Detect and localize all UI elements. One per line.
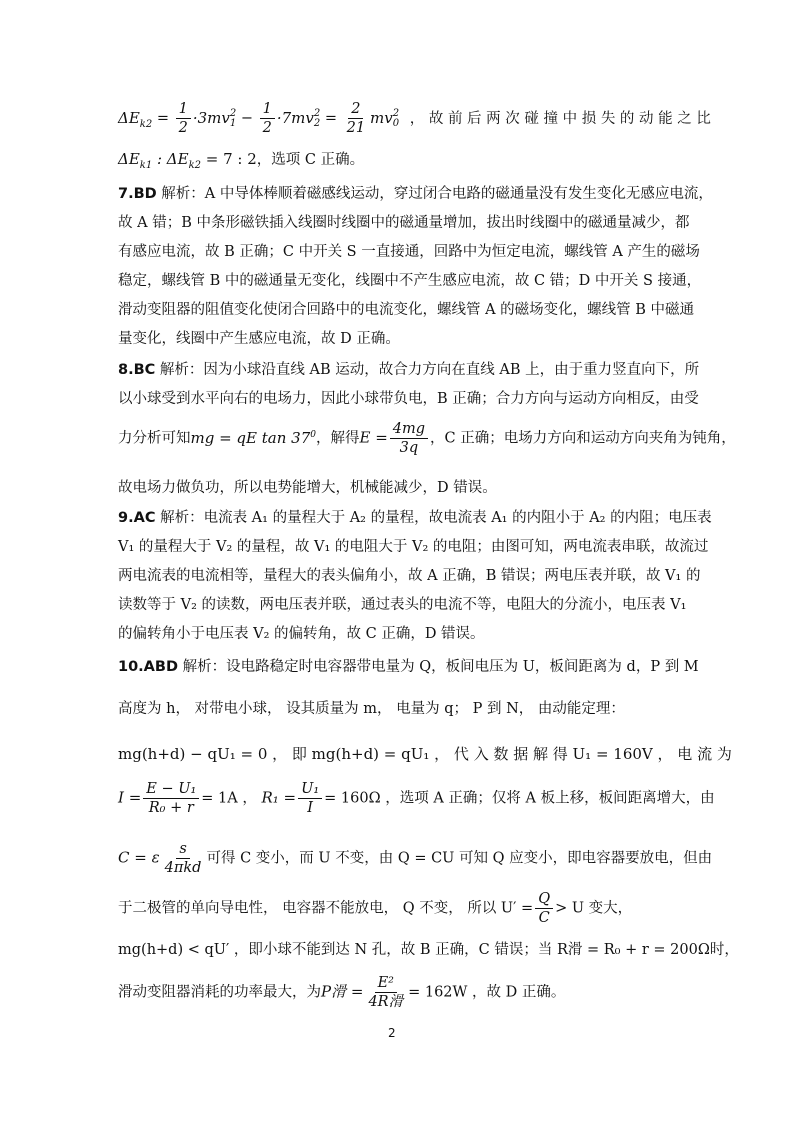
q10-f4-num: Q xyxy=(535,890,553,909)
q10-f3-num: s xyxy=(176,840,189,859)
delta-ek2 xyxy=(118,108,153,130)
q10-text-7: mg(h+d) < qU′ ，即小球不能到达 N 孔，故 B 正确，C 错误；当 R滑 = R₀ + r = 200Ω时， xyxy=(118,942,739,958)
f3-den: 21 xyxy=(346,120,366,136)
t3-text: mv xyxy=(370,108,393,127)
q10-line-5 xyxy=(118,840,713,884)
t2-sup: 2 xyxy=(313,107,321,119)
q8-e-label: E = xyxy=(359,428,388,447)
q7-line-1 xyxy=(118,182,713,203)
q10-frac-4 xyxy=(535,890,553,927)
q9-text-3: 两电流表的电流相等，量程大的表头偏角小，故 A 正确，B 错误；两电压表并联，故 V₁ 的 xyxy=(118,568,701,584)
q9-line-4 xyxy=(118,593,687,614)
t3-scripts xyxy=(393,109,399,129)
q10-line-7 xyxy=(118,938,739,959)
t1-sup: 2 xyxy=(229,107,237,119)
q10-f1-den: R₀ + r xyxy=(148,800,194,816)
q9-text-1: 解析：电流表 A₁ 的量程大于 A₂ 的量程，故电流表 A₁ 的内阻小于 A₂ 的内阻；电压表 xyxy=(160,510,712,526)
t2-sub: 2 xyxy=(313,117,321,129)
f2-num: 1 xyxy=(260,100,275,119)
ratio-sub1: k1 xyxy=(139,160,153,171)
q10-i-label: I = xyxy=(118,788,142,807)
q10-f2-num: U₁ xyxy=(298,780,322,799)
q10-f5-den: 4R滑 xyxy=(368,994,404,1010)
t3-sub: 0 xyxy=(392,117,400,129)
term-2 xyxy=(277,109,320,127)
term-3 xyxy=(370,109,399,127)
q10-line-1 xyxy=(118,655,699,676)
ratio-tail: ，选项 C 正确。 xyxy=(256,152,365,168)
q10-answer: 10.ABD xyxy=(118,659,178,675)
q8-fraction xyxy=(390,420,428,457)
q7-line-5 xyxy=(118,298,695,319)
f1-den: 2 xyxy=(178,120,188,136)
q7-answer: 7.BD xyxy=(118,186,157,202)
q9-text-5: 的偏转角小于电压表 V₂ 的偏转角，故 C 正确，D 错误。 xyxy=(118,626,485,642)
q8-line-4 xyxy=(118,476,678,497)
q8-frac-num: 4mg xyxy=(390,420,428,439)
q10-text-8a: 滑动变阻器消耗的功率最大，为 xyxy=(118,984,321,1001)
q8-text-1: 解析：因为小球沿直线 AB 运动，故合力方向在直线 AB 上，由于重力竖直向下，所 xyxy=(159,362,700,378)
q7-text-1: 解析：A 中导体棒顺着磁感线运动，穿过闭合电路的磁通量没有发生变化无感应电流， xyxy=(161,186,713,202)
eq1-minus: − xyxy=(240,110,253,127)
q10-line-2 xyxy=(118,697,678,718)
ratio-de1: ΔE xyxy=(118,150,140,168)
fraction-half-2 xyxy=(260,100,275,137)
t2-text: ·7mv xyxy=(276,108,314,127)
t1-scripts xyxy=(230,109,236,129)
q10-frac-1 xyxy=(143,780,199,817)
q7-text-6: 量变化，线圈中产生感应电流，故 D 正确。 xyxy=(118,331,400,347)
q9-line-1 xyxy=(118,506,712,527)
q10-f1-num: E − U₁ xyxy=(143,780,199,799)
q10-text-5b: 可得 C 变小，而 U 不变，由 Q = CU 可知 Q 应变小，即电容器要放电，但由 xyxy=(206,850,713,867)
q8-text-4: 故电场力做负功，所以电势能增大，机械能减少，D 错误。 xyxy=(118,480,497,496)
q10-f4-den: C xyxy=(538,910,550,926)
q10-text-6b: > U 变大， xyxy=(555,900,633,917)
eq1-tail: ， 故 前 后 两 次 碰 撞 中 损 失 的 动 能 之 比 xyxy=(409,110,711,127)
q10-text-4d: = 160Ω ，选项 A 正确；仅将 A 板上移，板间距离增大，由 xyxy=(324,790,715,807)
t2-scripts xyxy=(314,109,320,129)
q10-frac-3 xyxy=(162,840,205,877)
q7-text-2: 故 A 错；B 中条形磁铁插入线圈时线圈中的磁通量增加，拔出时线圈中的磁通量减少，都 xyxy=(118,215,690,231)
q10-text-8b: = 162W ，故 D 正确。 xyxy=(408,984,566,1001)
q8-force-text: mg = qE tan 37 xyxy=(190,428,311,447)
q7-text-5: 滑动变阻器的阻值变化使闭合回路中的电流变化，螺线管 A 的磁场变化，螺线管 B 中磁通 xyxy=(118,302,695,318)
q10-p-label: P滑 = xyxy=(321,982,364,1001)
f3-num: 2 xyxy=(348,100,363,119)
q10-frac-5 xyxy=(365,974,406,1011)
q10-f2-den: I xyxy=(307,800,313,816)
equation-line-1 xyxy=(118,100,711,140)
q10-text-6a: 于二极管的单向导电性， 电容器不能放电， Q 不变， 所以 U′ = xyxy=(118,900,534,917)
q9-line-3 xyxy=(118,564,701,585)
fraction-2-21 xyxy=(344,100,368,137)
q7-line-2 xyxy=(118,211,690,232)
q7-line-3 xyxy=(118,240,700,261)
q7-text-4: 稳定，螺线管 B 中的磁通量无变化，线圈中不产生感应电流，故 C 错；D 中开关 S 接通， xyxy=(118,273,702,289)
q8-force-sup: 0 xyxy=(310,429,316,440)
q9-text-2: V₁ 的量程大于 V₂ 的量程，故 V₁ 的电阻大于 V₂ 的电阻；由图可知，两电流表串联，故流过 xyxy=(118,539,709,555)
eq1-sub: k2 xyxy=(139,118,153,130)
q10-text-3: mg(h+d) − qU₁ = 0 ， 即 mg(h+d) = qU₁ ， 代 入 数 据 解 得 U₁ = 160V ， 电 流 为 xyxy=(118,745,732,763)
q10-text-2: 高度为 h， 对带电小球， 设其质量为 m， 电量为 q； P 到 N， 由动能定理： xyxy=(118,701,625,717)
ratio-val: = 7 : 2 xyxy=(201,150,257,168)
q7-line-4 xyxy=(118,269,702,290)
q8-text-2: 以小球受到水平向右的电场力，因此小球带负电，B 正确；合力方向与运动方向相反，由受 xyxy=(118,391,699,407)
term-1 xyxy=(193,109,236,127)
q9-answer: 9.AC xyxy=(118,510,156,526)
equation-line-2 xyxy=(118,148,678,171)
q8-answer: 8.BC xyxy=(118,362,156,378)
q10-line-4 xyxy=(118,780,715,824)
q9-line-2 xyxy=(118,535,709,556)
q10-text-4b: = 1A ， xyxy=(201,790,257,807)
q7-line-6 xyxy=(118,327,678,348)
q8-frac-den: 3q xyxy=(399,440,419,456)
ratio-mid: : ΔE xyxy=(152,150,189,168)
q8-line-2 xyxy=(118,387,699,408)
q8-text-3a: 力分析可知 xyxy=(118,430,191,447)
fraction-half-1 xyxy=(176,100,191,137)
f2-den: 2 xyxy=(262,120,272,136)
q7-text-3: 有感应电流，故 B 正确；C 中开关 S 一直接通，回路中为恒定电流，螺线管 A 产生的磁场 xyxy=(118,244,700,260)
t1-sub: 1 xyxy=(229,117,237,129)
eq1-eqsign: = xyxy=(156,110,169,127)
q10-frac-2 xyxy=(298,780,322,817)
page-number: 2 xyxy=(388,1026,396,1040)
q9-line-5 xyxy=(118,622,678,643)
q10-c-label: C = ε xyxy=(118,848,160,867)
q8-text-3c: ，C 正确；电场力方向和运动方向夹角为钝角， xyxy=(430,430,736,447)
q8-text-3b: ，解得 xyxy=(315,430,360,447)
q8-line-1 xyxy=(118,358,700,379)
q10-f3-den: 4πkd xyxy=(164,860,202,876)
q10-r1-label: R₁ = xyxy=(261,788,297,807)
eq1-eq2: = xyxy=(324,110,337,127)
q10-text-1: 解析：设电路稳定时电容器带电量为 Q，板间电压为 U，板间距离为 d，P 到 M xyxy=(182,659,699,675)
q9-text-4: 读数等于 V₂ 的读数，两电压表并联，通过表头的电流不等，电阻大的分流小，电压表 V₁ xyxy=(118,597,687,613)
q10-line-6 xyxy=(118,890,678,930)
q10-line-3 xyxy=(118,743,732,764)
t1-text: ·3mv xyxy=(192,108,230,127)
f1-num: 1 xyxy=(176,100,191,119)
q10-line-8 xyxy=(118,974,678,1018)
eq1-lhs: ΔE xyxy=(118,108,140,127)
q8-force-eq xyxy=(191,429,316,447)
ratio-expr xyxy=(118,150,257,171)
t3-sup: 2 xyxy=(392,107,400,119)
ratio-sub2: k2 xyxy=(188,160,202,171)
q8-line-3 xyxy=(118,420,736,460)
q10-f5-num: E² xyxy=(375,974,397,993)
